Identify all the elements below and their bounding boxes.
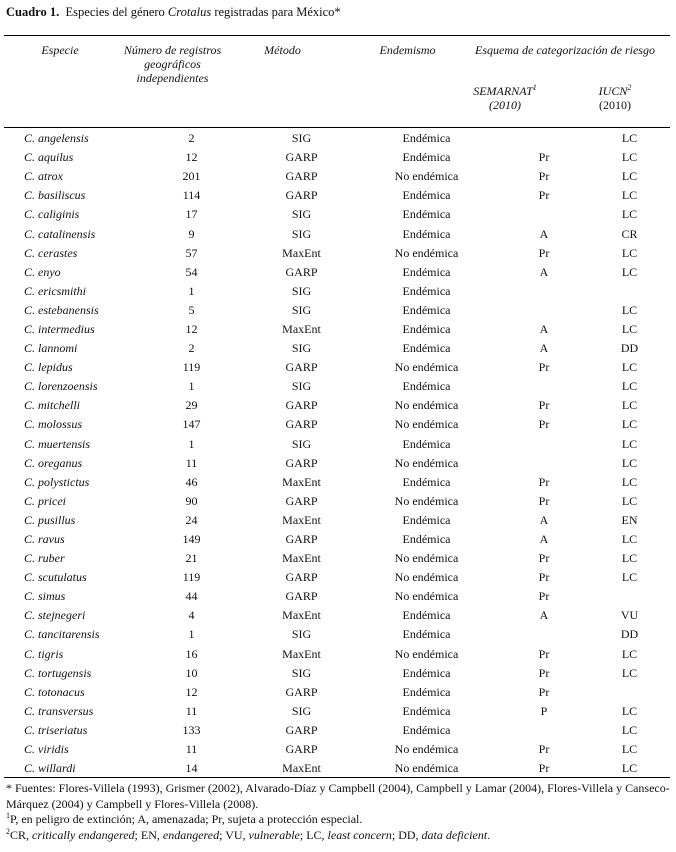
cell-species: C. polystictus	[24, 474, 90, 489]
cell-iucn: LC	[621, 493, 638, 508]
cell-species: C. cerastes	[24, 245, 78, 260]
table-row	[4, 301, 670, 320]
footnote-2-part: endangered	[162, 827, 220, 842]
cell-species: C. triseriatus	[24, 722, 88, 737]
cell-iucn: LC	[621, 398, 638, 413]
cell-semarnat	[499, 301, 589, 320]
table-row	[4, 435, 670, 454]
cell-endemism: Endémica	[402, 207, 451, 222]
cell-iucn	[589, 282, 670, 301]
cell-method: GARP	[285, 417, 318, 432]
cell-semarnat: Pr	[538, 188, 550, 203]
cell-records: 1	[188, 436, 195, 451]
footnote-2-part: vulnerable	[248, 827, 300, 842]
cell-species: C. tortugensis	[24, 665, 92, 680]
cell-method: GARP	[285, 570, 318, 585]
cell-endemism: Endémica	[402, 283, 451, 298]
iucn-sup: 2	[627, 83, 632, 92]
bottom-rule	[4, 777, 670, 778]
cell-records: 1	[188, 283, 195, 298]
cell-records: 44	[185, 589, 198, 604]
cell-semarnat	[499, 435, 589, 454]
table-row	[4, 339, 670, 358]
cell-species: C. lannomi	[24, 341, 78, 356]
caption-genus: Crotalus	[167, 5, 212, 19]
footnote-2-part: ; DD,	[391, 827, 422, 842]
semarnat-sup: 1	[532, 83, 537, 92]
table-row	[4, 511, 670, 530]
cell-iucn: LC	[621, 360, 638, 375]
cell-iucn: EN	[621, 512, 638, 527]
footnote-2-sup: 2	[6, 826, 10, 836]
cell-semarnat	[499, 625, 589, 644]
cell-endemism: Endémica	[402, 684, 451, 699]
table-row	[4, 415, 670, 434]
cell-species: C. aquilus	[24, 150, 74, 165]
cell-species: C. willardi	[24, 761, 76, 776]
cell-records: 5	[188, 302, 195, 317]
header-semarnat	[460, 84, 550, 112]
cell-endemism: Endémica	[402, 226, 451, 241]
cell-method: GARP	[285, 169, 318, 184]
table-row	[4, 492, 670, 511]
cell-method: SIG	[291, 226, 312, 241]
footnote-1-text: P, en peligro de extinción; A, amenazada; Pr, sujeta a protección especial.	[10, 812, 363, 826]
cell-endemism: No endémica	[394, 742, 459, 757]
cell-method: GARP	[285, 493, 318, 508]
cell-endemism: No endémica	[394, 589, 459, 604]
cell-species: C. catalinensis	[24, 226, 96, 241]
footnote-2-part: data deficient	[421, 827, 488, 842]
cell-iucn: LC	[621, 742, 638, 757]
cell-iucn: VU	[620, 608, 639, 623]
header-numero: Número de registros geográficos independientes	[123, 43, 222, 85]
cell-species: C. intermedius	[24, 321, 95, 336]
cell-records: 2	[188, 341, 195, 356]
cell-semarnat: A	[539, 608, 549, 623]
table-row	[4, 606, 670, 625]
cell-semarnat	[499, 454, 589, 473]
cell-semarnat: Pr	[538, 493, 550, 508]
header-rule	[4, 127, 670, 128]
cell-iucn: LC	[621, 321, 638, 336]
cell-semarnat	[499, 377, 589, 396]
cell-method: GARP	[285, 589, 318, 604]
cell-iucn: LC	[621, 379, 638, 394]
header-especie: Especie	[41, 43, 79, 57]
cell-species: C. muertensis	[24, 436, 90, 451]
cell-semarnat: Pr	[538, 150, 550, 165]
cell-method: GARP	[285, 264, 318, 279]
cell-species: C. transversus	[24, 703, 94, 718]
cell-iucn: DD	[620, 341, 639, 356]
table-row	[4, 587, 670, 606]
caption-text-end: registradas para México*	[214, 5, 341, 19]
table-row	[4, 740, 670, 759]
cell-method: GARP	[285, 684, 318, 699]
cell-semarnat: A	[539, 226, 549, 241]
table-row	[4, 377, 670, 396]
cell-method: GARP	[285, 455, 318, 470]
table-row	[4, 129, 670, 148]
table-row	[4, 549, 670, 568]
table-row	[4, 473, 670, 492]
cell-records: 133	[182, 722, 201, 737]
caption-text: Especies del género	[65, 5, 165, 19]
cell-method: MaxEnt	[282, 646, 321, 661]
cell-species: C. viridis	[24, 742, 69, 757]
cell-method: GARP	[285, 360, 318, 375]
cell-endemism: Endémica	[402, 264, 451, 279]
cell-semarnat: Pr	[538, 665, 550, 680]
cell-iucn: LC	[621, 532, 638, 547]
cell-semarnat: Pr	[538, 646, 550, 661]
footnote-2-part: ; LC,	[299, 827, 328, 842]
cell-records: 119	[182, 570, 201, 585]
cell-iucn: LC	[621, 703, 638, 718]
table-row	[4, 530, 670, 549]
footnote-1-sup: 1	[6, 811, 10, 820]
table-row	[4, 396, 670, 415]
cell-method: MaxEnt	[282, 321, 321, 336]
footnote-1	[6, 812, 670, 828]
caption-label: Cuadro 1.	[6, 5, 60, 19]
cell-records: 201	[182, 169, 201, 184]
top-rule	[4, 35, 670, 36]
cell-endemism: Endémica	[402, 188, 451, 203]
cell-semarnat: Pr	[538, 742, 550, 757]
cell-records: 149	[182, 532, 201, 547]
cell-iucn: LC	[621, 150, 638, 165]
cell-species: C. caliginis	[24, 207, 80, 222]
cell-records: 11	[185, 742, 198, 757]
cell-method: SIG	[291, 302, 312, 317]
cell-semarnat: Pr	[538, 245, 550, 260]
cell-semarnat: Pr	[538, 360, 550, 375]
cell-endemism: No endémica	[394, 761, 459, 776]
cell-semarnat	[499, 721, 589, 740]
cell-species: C. lepidus	[24, 360, 73, 375]
cell-endemism: Endémica	[402, 703, 451, 718]
table-row	[4, 358, 670, 377]
cell-method: GARP	[285, 150, 318, 165]
cell-method: SIG	[291, 283, 312, 298]
cell-records: 90	[185, 493, 198, 508]
cell-endemism: Endémica	[402, 474, 451, 489]
header-endemismo: Endemismo	[379, 43, 436, 57]
cell-method: SIG	[291, 665, 312, 680]
table-row	[4, 721, 670, 740]
cell-semarnat	[499, 129, 589, 148]
cell-records: 10	[185, 665, 198, 680]
cell-method: GARP	[285, 532, 318, 547]
cell-records: 17	[185, 207, 198, 222]
cell-endemism: Endémica	[402, 665, 451, 680]
table-row	[4, 683, 670, 702]
cell-records: 119	[182, 360, 201, 375]
cell-semarnat: Pr	[538, 474, 550, 489]
iucn-label: IUCN	[598, 84, 628, 98]
cell-records: 12	[185, 684, 198, 699]
cell-iucn: LC	[621, 474, 638, 489]
cell-endemism: No endémica	[394, 493, 459, 508]
cell-iucn: LC	[621, 455, 638, 470]
cell-iucn: LC	[621, 169, 638, 184]
cell-species: C. totonacus	[24, 684, 85, 699]
cell-endemism: No endémica	[394, 455, 459, 470]
table-row	[4, 186, 670, 205]
header-esquema: Esquema de categorización de riesgo	[475, 43, 655, 57]
cell-iucn: LC	[621, 264, 638, 279]
cell-semarnat: Pr	[538, 684, 550, 699]
cell-endemism: No endémica	[394, 570, 459, 585]
cell-method: SIG	[291, 703, 312, 718]
cell-method: SIG	[291, 436, 312, 451]
cell-iucn: LC	[621, 665, 638, 680]
cell-species: C. mitchelli	[24, 398, 80, 413]
footnotes	[6, 781, 670, 843]
cell-endemism: No endémica	[394, 360, 459, 375]
cell-semarnat: A	[539, 321, 549, 336]
cell-endemism: Endémica	[402, 341, 451, 356]
table-row	[4, 282, 670, 301]
footnote-2-part: ; EN,	[134, 827, 163, 842]
cell-records: 21	[185, 551, 198, 566]
cell-semarnat: Pr	[538, 551, 550, 566]
footnote-2-part: CR,	[10, 827, 33, 842]
cell-endemism: Endémica	[402, 150, 451, 165]
cell-semarnat	[499, 205, 589, 224]
cell-endemism: No endémica	[394, 245, 459, 260]
table-row	[4, 224, 670, 243]
cell-species: C. tancitarensis	[24, 627, 100, 642]
cell-iucn: LC	[621, 188, 638, 203]
cell-iucn: LC	[621, 245, 638, 260]
cell-species: C. ruber	[24, 551, 65, 566]
cell-method: MaxEnt	[282, 608, 321, 623]
cell-records: 1	[188, 379, 195, 394]
cell-records: 11	[185, 455, 198, 470]
cell-semarnat: Pr	[538, 398, 550, 413]
cell-species: C. simus	[24, 589, 66, 604]
cell-records: 2	[188, 131, 195, 146]
cell-species: C. enyo	[24, 264, 61, 279]
cell-method: SIG	[291, 627, 312, 642]
cell-semarnat: Pr	[538, 589, 550, 604]
cell-endemism: Endémica	[402, 302, 451, 317]
cell-semarnat: Pr	[538, 570, 550, 585]
cell-records: 24	[185, 512, 198, 527]
cell-records: 16	[185, 646, 198, 661]
table-row	[4, 148, 670, 167]
footnote-2-part: ; VU,	[219, 827, 249, 842]
cell-semarnat: P	[540, 703, 548, 718]
cell-endemism: Endémica	[402, 321, 451, 336]
cell-semarnat: Pr	[538, 417, 550, 432]
cell-records: 46	[185, 474, 198, 489]
cell-species: C. scutulatus	[24, 570, 87, 585]
cell-species: C. oreganus	[24, 455, 83, 470]
cell-semarnat: Pr	[538, 169, 550, 184]
cell-iucn: LC	[621, 722, 638, 737]
cell-method: GARP	[285, 722, 318, 737]
cell-records: 12	[185, 321, 198, 336]
cell-records: 147	[182, 417, 201, 432]
cell-semarnat: A	[539, 341, 549, 356]
cell-endemism: No endémica	[394, 169, 459, 184]
cell-species: C. lorenzoensis	[24, 379, 98, 394]
table-row	[4, 645, 670, 664]
cell-species: C. tigris	[24, 646, 64, 661]
cell-species: C. angelensis	[24, 131, 89, 146]
table-row	[4, 625, 670, 644]
cell-species: C. ravus	[24, 532, 65, 547]
cell-endemism: Endémica	[402, 131, 451, 146]
cell-iucn: LC	[621, 207, 638, 222]
cell-species: C. basiliscus	[24, 188, 86, 203]
cell-species: C. ericsmithi	[24, 283, 86, 298]
cell-records: 12	[185, 150, 198, 165]
cell-semarnat	[499, 282, 589, 301]
cell-endemism: Endémica	[402, 512, 451, 527]
cell-method: GARP	[285, 742, 318, 757]
cell-records: 1	[188, 627, 195, 642]
cell-endemism: Endémica	[402, 532, 451, 547]
cell-records: 4	[188, 608, 195, 623]
cell-method: MaxEnt	[282, 512, 321, 527]
cell-iucn: LC	[621, 436, 638, 451]
cell-iucn: LC	[621, 131, 638, 146]
table-row	[4, 320, 670, 339]
cell-semarnat: A	[539, 512, 549, 527]
cell-endemism: No endémica	[394, 646, 459, 661]
semarnat-label: SEMARNAT	[473, 84, 533, 98]
table-row	[4, 702, 670, 721]
cell-species: C. pricei	[24, 493, 66, 508]
cell-iucn: DD	[620, 627, 639, 642]
table-row	[4, 167, 670, 186]
table-row	[4, 454, 670, 473]
cell-semarnat: A	[539, 264, 549, 279]
cell-method: MaxEnt	[282, 245, 321, 260]
cell-records: 11	[185, 703, 198, 718]
cell-iucn	[589, 587, 670, 606]
cell-species: C. atrox	[24, 169, 63, 184]
cell-records: 29	[185, 398, 198, 413]
cell-endemism: Endémica	[402, 436, 451, 451]
cell-method: MaxEnt	[282, 761, 321, 776]
table-row	[4, 244, 670, 263]
cell-iucn: LC	[621, 551, 638, 566]
cell-iucn: LC	[621, 417, 638, 432]
cell-iucn: LC	[621, 570, 638, 585]
footnote-2-part: critically endangered	[32, 827, 135, 842]
cell-iucn: LC	[621, 302, 638, 317]
cell-method: SIG	[291, 379, 312, 394]
cell-method: SIG	[291, 207, 312, 222]
cell-endemism: Endémica	[402, 379, 451, 394]
cell-endemism: No endémica	[394, 398, 459, 413]
header-iucn	[585, 84, 645, 112]
semarnat-year: (2010)	[489, 98, 521, 112]
cell-method: MaxEnt	[282, 474, 321, 489]
cell-method: GARP	[285, 398, 318, 413]
cell-records: 9	[188, 226, 195, 241]
cell-iucn	[589, 683, 670, 702]
cell-iucn: LC	[621, 761, 638, 776]
cell-endemism: Endémica	[402, 722, 451, 737]
cell-records: 14	[185, 761, 198, 776]
cell-method: SIG	[291, 341, 312, 356]
cell-endemism: Endémica	[402, 627, 451, 642]
cell-records: 54	[185, 264, 198, 279]
cell-species: C. pusillus	[24, 512, 76, 527]
cell-method: SIG	[291, 131, 312, 146]
iucn-year: (2010)	[599, 98, 631, 112]
cell-records: 114	[182, 188, 201, 203]
cell-endemism: No endémica	[394, 551, 459, 566]
cell-semarnat: Pr	[538, 761, 550, 776]
cell-records: 57	[185, 245, 198, 260]
table-row	[4, 664, 670, 683]
footnote-2	[6, 828, 670, 844]
table-row	[4, 568, 670, 587]
table-caption	[6, 5, 341, 20]
header-metodo: Método	[264, 43, 301, 57]
cell-species: C. estebanensis	[24, 302, 99, 317]
cell-species: C. stejnegeri	[24, 608, 86, 623]
footnote-2-part: .	[487, 827, 491, 842]
table-row	[4, 263, 670, 282]
cell-semarnat: A	[539, 532, 549, 547]
cell-iucn: CR	[621, 226, 638, 241]
cell-endemism: No endémica	[394, 417, 459, 432]
table-row	[4, 759, 670, 778]
cell-method: GARP	[285, 188, 318, 203]
footnote-2-part: least concern	[327, 827, 392, 842]
species-table	[4, 129, 670, 778]
table-row	[4, 205, 670, 224]
cell-species: C. molossus	[24, 417, 83, 432]
cell-endemism: Endémica	[402, 608, 451, 623]
cell-method: MaxEnt	[282, 551, 321, 566]
footnote-sources: * Fuentes: Flores-Villela (1993), Grismer (2002), Alvarado-Díaz y Campbell (2004), Campbell y Lamar (2004), Flores-Villela y Canseco-Márquez (2004) y Campbell y Flores-Villela (2008).	[6, 781, 670, 811]
cell-iucn: LC	[621, 646, 638, 661]
